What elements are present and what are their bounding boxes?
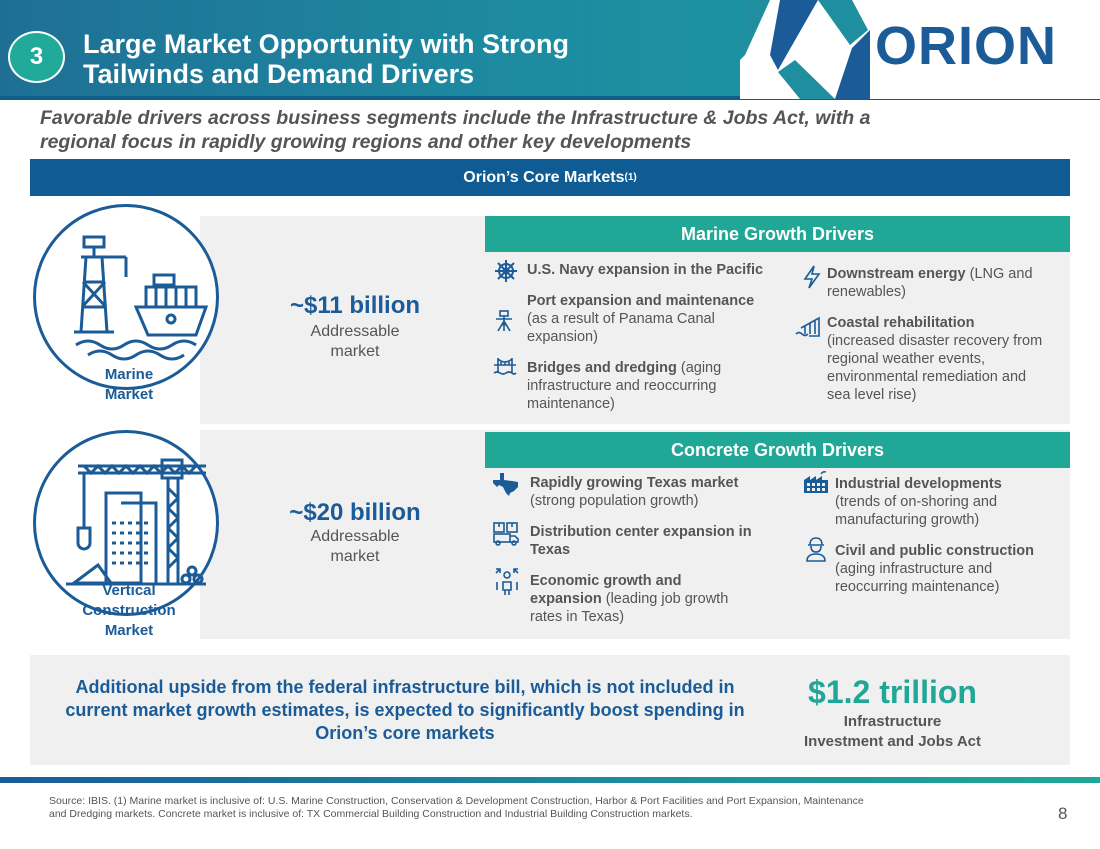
page-title: [83, 29, 569, 89]
concrete-driver-4-bold: Industrial developments: [835, 476, 1002, 492]
marine-driver-3-bold: Bridges and dredging: [527, 360, 677, 376]
marine-size-sub-1: Addressable: [310, 323, 400, 340]
concrete-driver-industrial: [835, 475, 1060, 529]
marine-driver-2-bold: Port expansion and maintenance: [527, 293, 755, 309]
subtitle-line-1: Favorable drivers across business segments include the Infrastructure & Jobs Act, with a: [40, 107, 871, 129]
vertical-label-line-3: Market: [104, 622, 154, 639]
texas-icon: [492, 472, 520, 496]
section-number-badge: 3: [8, 31, 65, 83]
concrete-market-size: ~$20 billion: [289, 499, 421, 526]
marine-driver-navy: [527, 261, 787, 279]
ship-wheel-icon: [494, 259, 518, 283]
worker-icon: [805, 536, 827, 562]
marine-driver-1-bold: U.S. Navy expansion in the Pacific: [527, 262, 764, 278]
marine-driver-5-bold: Coastal rehabilitation: [827, 315, 975, 331]
concrete-driver-5-text: (aging infrastructure and reoccurring maintenance): [835, 561, 1000, 595]
growth-icon: [495, 568, 519, 596]
infrastructure-amount-label-1: Infrastructure: [843, 713, 942, 730]
title-line-1: Large Market Opportunity with Strong: [83, 29, 570, 59]
footer-divider: [0, 777, 1100, 783]
concrete-size-sub-1: Addressable: [310, 528, 400, 545]
lightning-icon: [802, 265, 822, 289]
concrete-driver-4-text: (trends of on-shoring and manufacturing growth): [835, 494, 998, 528]
concrete-driver-5-bold: Civil and public construction: [835, 543, 1034, 559]
concrete-drivers-title: Concrete Growth Drivers: [485, 432, 1070, 468]
marine-driver-bridges: [527, 359, 752, 413]
vertical-construction-circle: [33, 430, 219, 639]
subtitle-line-2: regional focus in rapidly growing regions and other key developments: [40, 131, 692, 153]
factory-icon: [803, 470, 829, 494]
vertical-label-line-2: Construction: [82, 602, 176, 619]
page-number: 8: [1058, 804, 1068, 823]
coastal-icon: [795, 316, 821, 338]
marine-driver-2-text: (as a result of Panama Canal expansion): [527, 311, 715, 345]
marine-market-circle: [33, 204, 219, 403]
marine-market-size-sub: [270, 322, 440, 362]
marine-driver-coastal: [827, 314, 1052, 404]
bridge-icon: [493, 355, 517, 377]
marine-driver-5-text: (increased disaster recovery from regional weather events, environmental remediation and sea level rise): [827, 333, 1043, 403]
concrete-driver-2-bold: Distribution center expansion in Texas: [530, 524, 752, 558]
concrete-driver-distribution: [530, 523, 755, 559]
logo-text: ORION: [875, 16, 1058, 76]
concrete-size-sub-2: market: [330, 548, 380, 565]
concrete-driver-civil: [835, 542, 1060, 596]
marine-driver-port: [527, 292, 777, 346]
subtitle: [40, 106, 1070, 154]
core-markets-bar: [30, 159, 1070, 196]
infrastructure-amount-label-2: Investment and Jobs Act: [804, 733, 981, 750]
marine-driver-4-text: (LNG and renewables): [827, 266, 1033, 300]
core-markets-footnote-ref: (1): [624, 172, 637, 183]
infrastructure-bill-text: Additional upside from the federal infrastructure bill, which is not included in current market growth estimates, is expected to significantly boost spending in Orion’s core markets: [65, 677, 745, 743]
marine-driver-3-text: (aging infrastructure and reoccurring maintenance): [527, 360, 722, 412]
concrete-driver-economic: [530, 572, 750, 626]
orion-logo: [740, 0, 1100, 99]
marine-driver-4-bold: Downstream energy: [827, 266, 966, 282]
concrete-driver-texas: [530, 474, 760, 510]
infrastructure-amount: $1.2 trillion: [808, 674, 977, 710]
marine-label-line-2: Market: [104, 386, 154, 403]
concrete-market-size-sub: [270, 527, 440, 567]
marine-circle-label: [36, 365, 222, 405]
marine-size-sub-2: market: [330, 343, 380, 360]
marine-driver-energy: [827, 265, 1057, 301]
distribution-icon: [492, 520, 520, 546]
vertical-circle-label: [36, 581, 222, 641]
footnote: Source: IBIS. (1) Marine market is inclusive of: U.S. Marine Construction, Conservation & Development Construction, Harbor & Port Facilities and Port Expansion, Maintenance and Dredging markets. Concrete market is inclusive of: TX Commercial Building Construction and Industrial Building Construction markets.: [49, 795, 864, 820]
core-markets-label: Orion’s Core Markets: [463, 168, 625, 186]
concrete-driver-3-text: (leading job growth rates in Texas): [530, 591, 729, 625]
marine-market-size: ~$11 billion: [289, 292, 421, 319]
port-icon: [494, 309, 514, 333]
concrete-driver-1-text: (strong population growth): [530, 493, 699, 509]
vertical-label-line-1: Vertical: [102, 582, 156, 599]
title-line-2: Tailwinds and Demand Drivers: [83, 59, 475, 89]
concrete-driver-1-bold: Rapidly growing Texas market: [530, 475, 739, 491]
concrete-driver-3-bold: Economic growth and expansion: [530, 573, 682, 607]
marine-drivers-title: Marine Growth Drivers: [485, 216, 1070, 252]
marine-label-line-1: Marine: [104, 366, 154, 383]
infrastructure-amount-label: [780, 712, 1005, 752]
